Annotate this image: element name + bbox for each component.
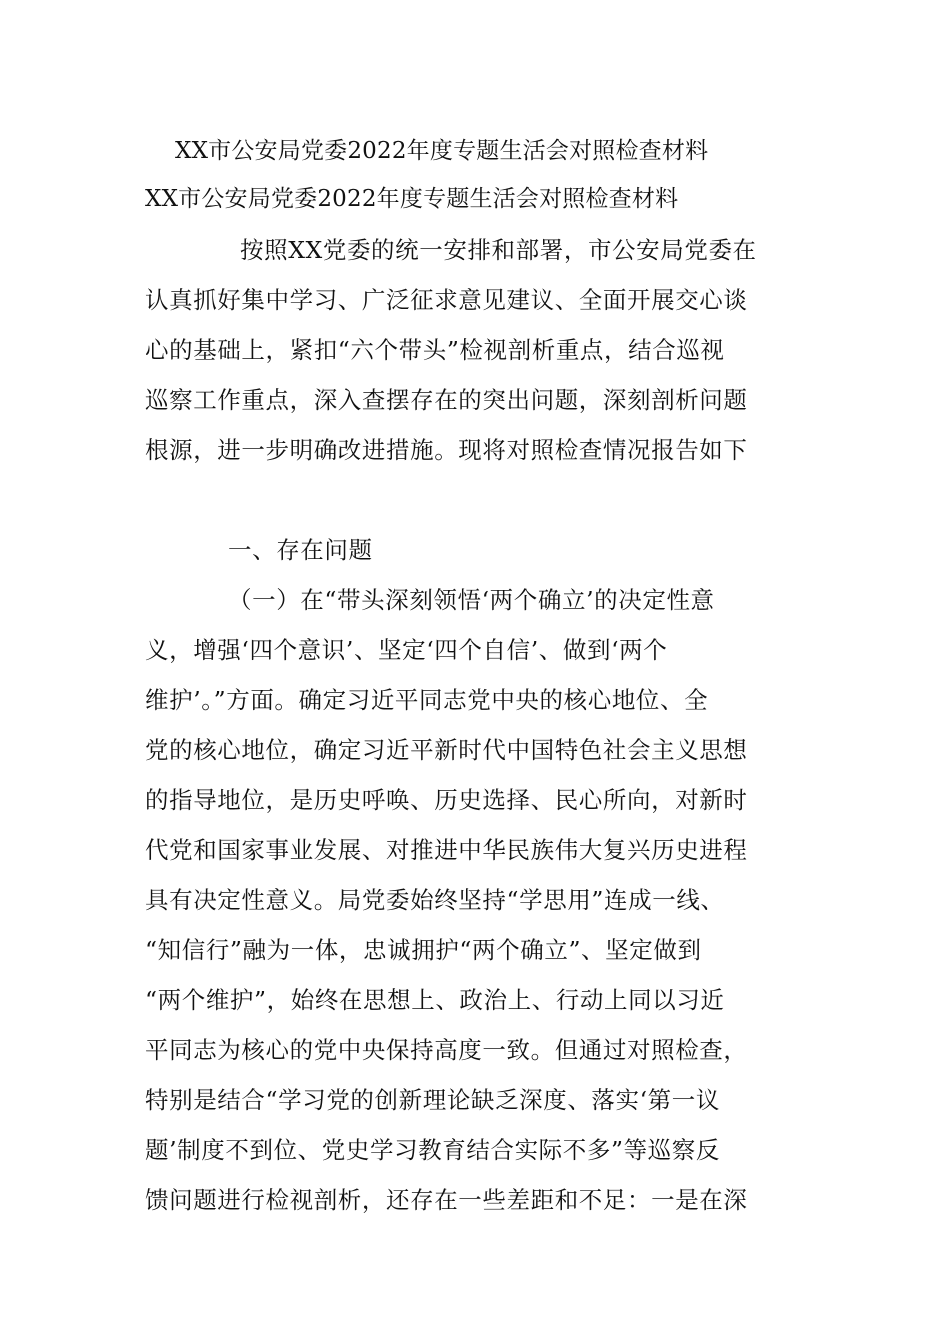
section-heading: 一、存在问题 <box>228 536 373 564</box>
paragraph-line: 平同志为核心的党中央保持高度一致。但通过对照检查， <box>145 1036 748 1064</box>
document-title: XX市公安局党委2022年度专题生活会对照检查材料 <box>175 138 709 164</box>
paragraph-line: “两个维护”，始终在思想上、政治上、行动上同以习近 <box>145 986 725 1014</box>
intro-line: 按照XX党委的统一安排和部署，市公安局党委在 <box>240 236 757 264</box>
paragraph-line: 党的核心地位，确定习近平新时代中国特色社会主义思想 <box>145 736 748 764</box>
paragraph-line: 题’制度不到位、党史学习教育结合实际不多”等巡察反 <box>145 1136 720 1164</box>
paragraph-line: 的指导地位，是历史呼唤、历史选择、民心所向，对新时 <box>145 786 748 814</box>
paragraph-line: 馈问题进行检视剖析，还存在一些差距和不足：一是在深 <box>145 1186 748 1214</box>
paragraph-line: （一）在“带头深刻领悟‘两个确立’的决定性意 <box>228 586 715 614</box>
paragraph-line: 特别是结合“学习党的创新理论缺乏深度、落实‘第一议 <box>145 1086 720 1114</box>
intro-line: 巡察工作重点，深入查摆存在的突出问题，深刻剖析问题 <box>145 386 748 414</box>
paragraph-line: 维护’。”方面。确定习近平同志党中央的核心地位、全 <box>145 686 709 714</box>
intro-line: 认真抓好集中学习、广泛征求意见建议、全面开展交心谈 <box>145 286 748 314</box>
intro-line: 根源，进一步明确改进措施。现将对照检查情况报告如下 <box>145 436 748 464</box>
paragraph-line: 具有决定性意义。局党委始终坚持“学思用”连成一线、 <box>145 886 725 914</box>
intro-line: 心的基础上，紧扣“六个带头”检视剖析重点，结合巡视 <box>145 336 725 364</box>
paragraph-line: “知信行”融为一体，忠诚拥护“两个确立”、坚定做到 <box>145 936 702 964</box>
document-subtitle: XX市公安局党委2022年度专题生活会对照检查材料 <box>145 186 679 212</box>
paragraph-line: 代党和国家事业发展、对推进中华民族伟大复兴历史进程 <box>145 836 748 864</box>
paragraph-line: 义，增强‘四个意识’、坚定‘四个自信’、做到‘两个 <box>145 636 668 664</box>
